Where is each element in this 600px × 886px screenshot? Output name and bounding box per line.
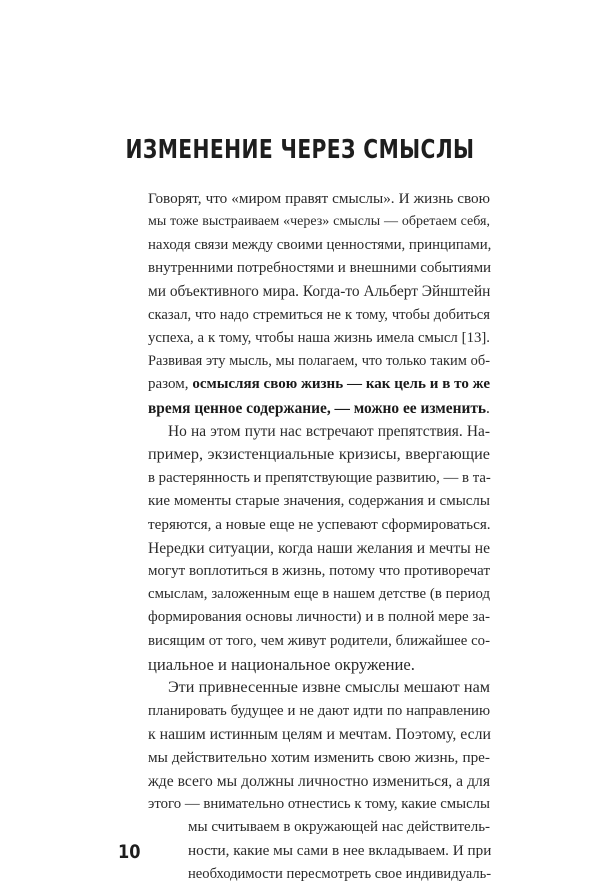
text-span: разом, bbox=[148, 376, 193, 393]
text-line bbox=[148, 676, 490, 699]
text-span: Нередки ситуации, когда наши желания и мечты не bbox=[148, 539, 490, 557]
text-span: висящим от того, чем живут родители, ближайшее со- bbox=[148, 632, 490, 649]
text-span: находя связи между своими ценностями, принципами, bbox=[148, 236, 492, 253]
text-line bbox=[148, 350, 490, 373]
text-line bbox=[148, 467, 490, 490]
text-span: сказал, что надо стремиться не к тому, чтобы добиться bbox=[148, 306, 490, 323]
text-span: мы тоже выстраиваем «через» смыслы — обретаем себя, bbox=[148, 214, 490, 230]
text-span: Эти привнесенные извне смыслы мешают нам bbox=[168, 678, 490, 697]
text-span: мы считываем в окружающей нас действитель- bbox=[188, 819, 491, 836]
text-span: могут воплотиться в жизнь, потому что противоречат bbox=[148, 562, 490, 579]
text-line bbox=[148, 280, 490, 303]
text-span: необходимости пересмотреть свое индивидуаль- bbox=[188, 865, 492, 882]
text-line bbox=[148, 653, 490, 676]
text-span: ности, какие мы сами в нее вкладываем. И при bbox=[188, 842, 492, 860]
text-line bbox=[148, 304, 490, 327]
chapter-title: ИЗМЕНЕНИЕ ЧЕРЕЗ СМЫСЛЫ bbox=[125, 135, 475, 165]
text-line bbox=[148, 560, 490, 583]
text-line bbox=[148, 397, 490, 420]
text-span: формирования основы личности) и в полной мере за- bbox=[148, 609, 490, 626]
text-line bbox=[148, 793, 490, 816]
text-span: циальное и национальное окружение. bbox=[148, 655, 415, 674]
text-span: успеха, а к тому, чтобы наша жизнь имела смысл [13]. bbox=[148, 329, 490, 346]
text-span: . bbox=[486, 399, 490, 417]
text-line bbox=[148, 373, 490, 396]
text-span: планировать будущее и не дают идти по направлению bbox=[148, 702, 490, 719]
text-line bbox=[148, 583, 490, 606]
text-line bbox=[148, 537, 490, 560]
bold-text: время ценное содержание, — можно ее изменить bbox=[148, 399, 487, 417]
text-line bbox=[188, 816, 490, 839]
text-line bbox=[148, 490, 490, 513]
text-span: кие моменты старые значения, содержания и смыслы bbox=[148, 492, 490, 509]
page-number: 10 bbox=[118, 841, 141, 864]
text-span: смыслам, заложенным еще в нашем детстве (в период bbox=[148, 586, 490, 603]
text-span: этого — внимательно отнестись к тому, какие смыслы bbox=[148, 795, 490, 812]
text-line bbox=[148, 700, 490, 723]
text-line bbox=[148, 723, 490, 746]
text-line bbox=[148, 187, 490, 210]
text-line bbox=[148, 770, 490, 793]
text-span: Но на этом пути нас встречают препятствия. На- bbox=[168, 423, 490, 440]
text-span: к нашим истинным целям и мечтам. Поэтому, если bbox=[148, 725, 492, 743]
text-line bbox=[148, 420, 490, 443]
text-span: Говорят, что «миром правят смыслы». И жизнь свою bbox=[148, 190, 490, 207]
text-line bbox=[148, 210, 490, 233]
text-span: мы действительно хотим изменить свою жизнь, пре- bbox=[148, 749, 490, 767]
text-line bbox=[148, 513, 490, 536]
text-line bbox=[148, 630, 490, 653]
text-line bbox=[148, 606, 490, 629]
text-span: теряются, а новые еще не успевают сформироваться. bbox=[148, 516, 491, 534]
text-line bbox=[148, 234, 490, 257]
text-span: Развивая эту мысль, мы полагаем, что только таким об- bbox=[148, 353, 490, 370]
text-line bbox=[188, 839, 490, 862]
text-span: в растерянность и препятствующие развитию, — в та- bbox=[148, 469, 491, 486]
text-line bbox=[188, 863, 490, 886]
text-line bbox=[148, 257, 490, 280]
text-line bbox=[148, 327, 490, 350]
text-span: ми объективного мира. Когда-то Альберт Эйнштейн bbox=[148, 283, 491, 301]
text-line bbox=[148, 443, 490, 466]
bold-text: осмысляя свою жизнь — как цель и в то же bbox=[192, 376, 491, 393]
text-span: жде всего мы должны личностно измениться, а для bbox=[148, 772, 490, 790]
text-span: пример, экзистенциальные кризисы, ввергающие bbox=[148, 445, 490, 464]
text-span: внутренними потребностями и внешними событиями bbox=[148, 259, 492, 276]
